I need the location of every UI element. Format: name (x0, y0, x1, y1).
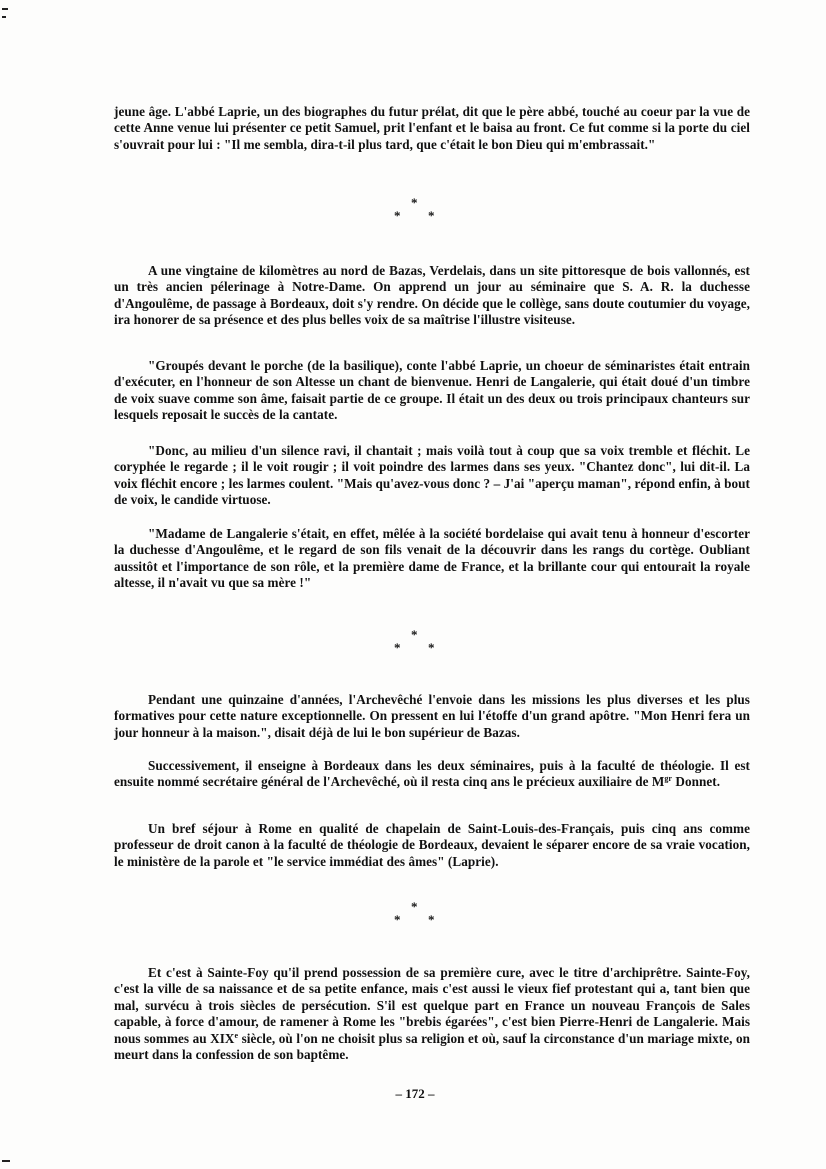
century-superscript: e (234, 1030, 239, 1040)
section-separator-1 (380, 196, 450, 226)
paragraph-3: "Groupés devant le porche (de la basilique), conte l'abbé Laprie, un choeur de séminaristes était entrain d'exécuter, en l'honneur de son Altesse un chant de bienvenue. Henri de Langalerie, qui était doué d'un timbre de voix suave comme son âme, faisait partie de ce groupe. Il était un des deux ou trois principaux chanteurs sur lesquels reposait le succès de la cantate. (114, 358, 750, 423)
paragraph-9-text: Et c'est à Sainte-Foy qu'il prend possession de sa première cure, avec le titre d'archiprêtre. Sainte-Foy, c'est la ville de sa naissance et de sa petite enfance, mais c'est aussi le vieux fief protestant qui a, tant bien que mal, survécu à trois siècles de persécution. S'il est quelque part en France un nouveau François de Sales capable, à force d'amour, de ramener à Rome les "brebis égarées", c'est bien Pierre-Henri de Langalerie. Mais nous sommes au XIX (114, 965, 750, 1046)
paragraph-9 (114, 965, 750, 1063)
asterisk: * (428, 912, 435, 927)
left-margin-mark-top-2 (2, 16, 6, 18)
left-margin-mark-bottom (2, 1160, 10, 1162)
paragraph-6: Pendant une quinzaine d'années, l'Archevêché l'envoie dans les missions les plus diverses et les plus formatives pour cette nature exceptionnelle. On pressent en lui l'étoffe d'un grand apôtre. "Mon Henri fera un jour honneur à la maison.", disait déjà de lui le bon supérieur de Bazas. (114, 692, 750, 740)
left-margin-mark-top (2, 8, 8, 10)
section-separator-2 (380, 628, 450, 658)
paragraph-7-end: Donnet. (672, 774, 721, 790)
asterisk: * (428, 208, 435, 223)
paragraph-5: "Madame de Langalerie s'était, en effet, mêlée à la société bordelaise qui avait tenu à honneur d'escorter la duchesse d'Angoulême, et le regard de son fils venait de la découvrir dans les rangs du cortège. Oubliant aussitôt et l'importance de son rôle, et la première dame de France, et la brillante cour qui entourait la royale altesse, il n'avait vu que sa mère !" (114, 526, 750, 591)
paragraph-7-text: Successivement, il enseigne à Bordeaux dans les deux séminaires, puis à la faculté de théologie. Il est ensuite nommé secrétaire général de l'Archevêché, où il resta cinq ans le précieux auxiliaire de M (114, 758, 750, 790)
asterisk: * (394, 640, 401, 655)
paragraph-2: A une vingtaine de kilomètres au nord de Bazas, Verdelais, dans un site pittoresque de bois vallonnés, est un très ancien pélerinage à Notre-Dame. On apprend un jour au séminaire que S. A. R. la duchesse d'Angoulême, de passage à Bordeaux, doit s'y rendre. On décide que le collège, sans doute coutumier du voyage, ira honorer de sa présence et des plus belles voix de sa maîtrise l'illustre visiteuse. (114, 263, 750, 328)
asterisk: * (411, 899, 418, 914)
asterisk: * (411, 195, 418, 210)
paragraph-9-end: siècle, où l'on ne choisit plus sa religion et où, sauf la circonstance d'un mariage mixte, on meurt dans la confession de son baptême. (114, 1030, 750, 1063)
paragraph-4: "Donc, au milieu d'un silence ravi, il chantait ; mais voilà tout à coup que sa voix tremble et fléchit. Le coryphée le regarde ; il le voit rougir ; il voit poindre des larmes dans ses yeux. "Chantez donc", lui dit-il. La voix fléchit encore ; les larmes coulent. "Mais qu'avez-vous donc ? – J'ai "aperçu maman", répond enfin, à bout de voix, le candide virtuose. (114, 443, 750, 508)
paragraph-7 (114, 758, 750, 791)
asterisk: * (428, 640, 435, 655)
page-number: – 172 – (395, 1086, 435, 1101)
asterisk: * (394, 208, 401, 223)
section-separator-3 (380, 900, 450, 930)
asterisk: * (411, 627, 418, 642)
paragraph-1: jeune âge. L'abbé Laprie, un des biographes du futur prélat, dit que le père abbé, touché au coeur par la vue de cette Anne venue lui présenter ce petit Samuel, prit l'enfant et le baisa au front. Ce fut comme si la porte du ciel s'ouvrait pour lui : "Il me sembla, dira-t-il plus tard, que c'était le bon Dieu qui m'embrassait." (114, 104, 750, 152)
asterisk: * (394, 912, 401, 927)
paragraph-8: Un bref séjour à Rome en qualité de chapelain de Saint-Louis-des-Français, puis cinq ans comme professeur de droit canon à la faculté de théologie de Bordeaux, devaient le séparer encore de sa vraie vocation, le ministère de la parole et "le service immédiat des âmes" (Laprie). (114, 821, 750, 869)
monseigneur-superscript: gr (664, 774, 673, 784)
